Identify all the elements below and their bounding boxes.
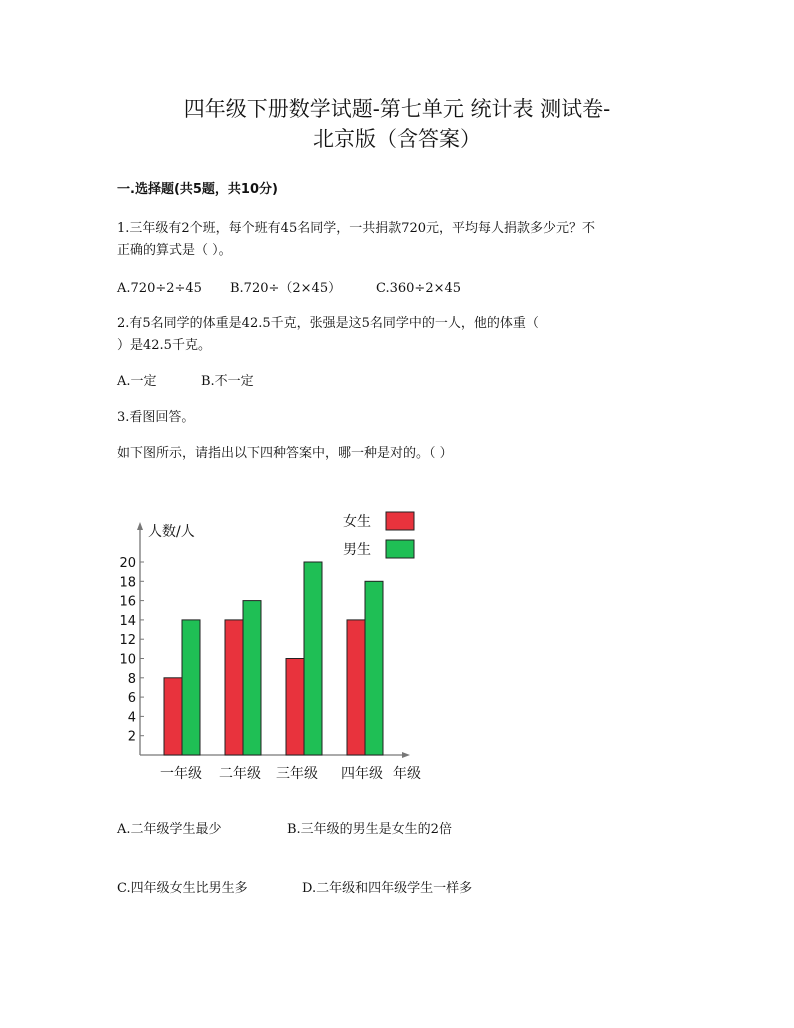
legend-swatch <box>386 540 414 558</box>
x-axis-label: 年级 <box>393 766 421 782</box>
bar-girls <box>347 620 365 755</box>
chart-legend <box>343 512 414 558</box>
bar-girls <box>286 659 304 756</box>
question-1-option-b[interactable]: B.720÷（2×45） <box>230 281 342 296</box>
bar-boys <box>243 601 261 755</box>
title-line-2: 北京版（含答案） <box>313 127 481 151</box>
y-axis-label: 人数/人 <box>148 524 195 540</box>
bar-boys <box>365 581 383 755</box>
y-tick-label: 8 <box>127 671 136 687</box>
chart-bars <box>164 562 383 755</box>
question-2-line-1: 2.有5名同学的体重是42.5千克，张强是这5名同学中的一人，他的体重（ <box>117 316 539 331</box>
y-tick-label: 12 <box>119 633 136 649</box>
question-3-option-c[interactable]: C.四年级女生比男生多 <box>117 881 248 896</box>
question-2-option-a[interactable]: A.一定 <box>117 374 157 389</box>
y-tick-label: 14 <box>119 613 136 629</box>
legend-swatch <box>386 512 414 530</box>
question-1-line-1: 1.三年级有2个班，每个班有45名同学，一共捐款720元，平均每人捐款多少元？不 <box>117 221 596 236</box>
y-axis-arrow <box>137 522 143 530</box>
bar-girls <box>164 678 182 755</box>
x-category-label: 一年级 <box>160 766 202 782</box>
question-1-option-a[interactable]: A.720÷2÷45 <box>117 281 202 296</box>
y-tick-label: 20 <box>119 556 136 571</box>
legend-label: 女生 <box>343 514 371 530</box>
section-heading: 一.选择题(共5题，共10分) <box>117 182 278 197</box>
legend-label: 男生 <box>343 542 371 558</box>
question-2-option-b[interactable]: B.不一定 <box>201 374 254 389</box>
question-3-stem-line-2: 如下图所示，请指出以下四种答案中，哪一种是对的。（ ） <box>117 446 453 461</box>
x-category-label: 二年级 <box>219 766 261 782</box>
bar-boys <box>182 620 200 755</box>
y-tick-label: 16 <box>119 594 136 610</box>
question-3-option-b[interactable]: B.三年级的男生是女生的2倍 <box>287 822 452 837</box>
x-category-label: 四年级 <box>341 766 383 782</box>
question-1-option-c[interactable]: C.360÷2×45 <box>376 281 462 296</box>
bar-girls <box>225 620 243 755</box>
y-tick-label: 2 <box>127 729 136 745</box>
question-3-stem-line-1: 3.看图回答。 <box>117 410 195 425</box>
x-axis-arrow <box>402 752 410 758</box>
bar-boys <box>304 562 322 755</box>
y-tick-label: 18 <box>119 575 136 591</box>
y-tick-label: 10 <box>119 652 136 668</box>
y-tick-label: 6 <box>127 691 136 707</box>
question-1-line-2: 正确的算式是（ ）。 <box>117 243 232 258</box>
question-2-line-2: ）是42.5千克。 <box>117 338 211 353</box>
y-tick-label: 4 <box>127 710 136 726</box>
question-3-option-a[interactable]: A.二年级学生最少 <box>117 822 222 837</box>
x-category-label: 三年级 <box>276 766 318 782</box>
title-line-1: 四年级下册数学试题-第七单元 统计表 测试卷- <box>183 97 611 121</box>
question-3-option-d[interactable]: D.二年级和四年级学生一样多 <box>302 881 473 896</box>
